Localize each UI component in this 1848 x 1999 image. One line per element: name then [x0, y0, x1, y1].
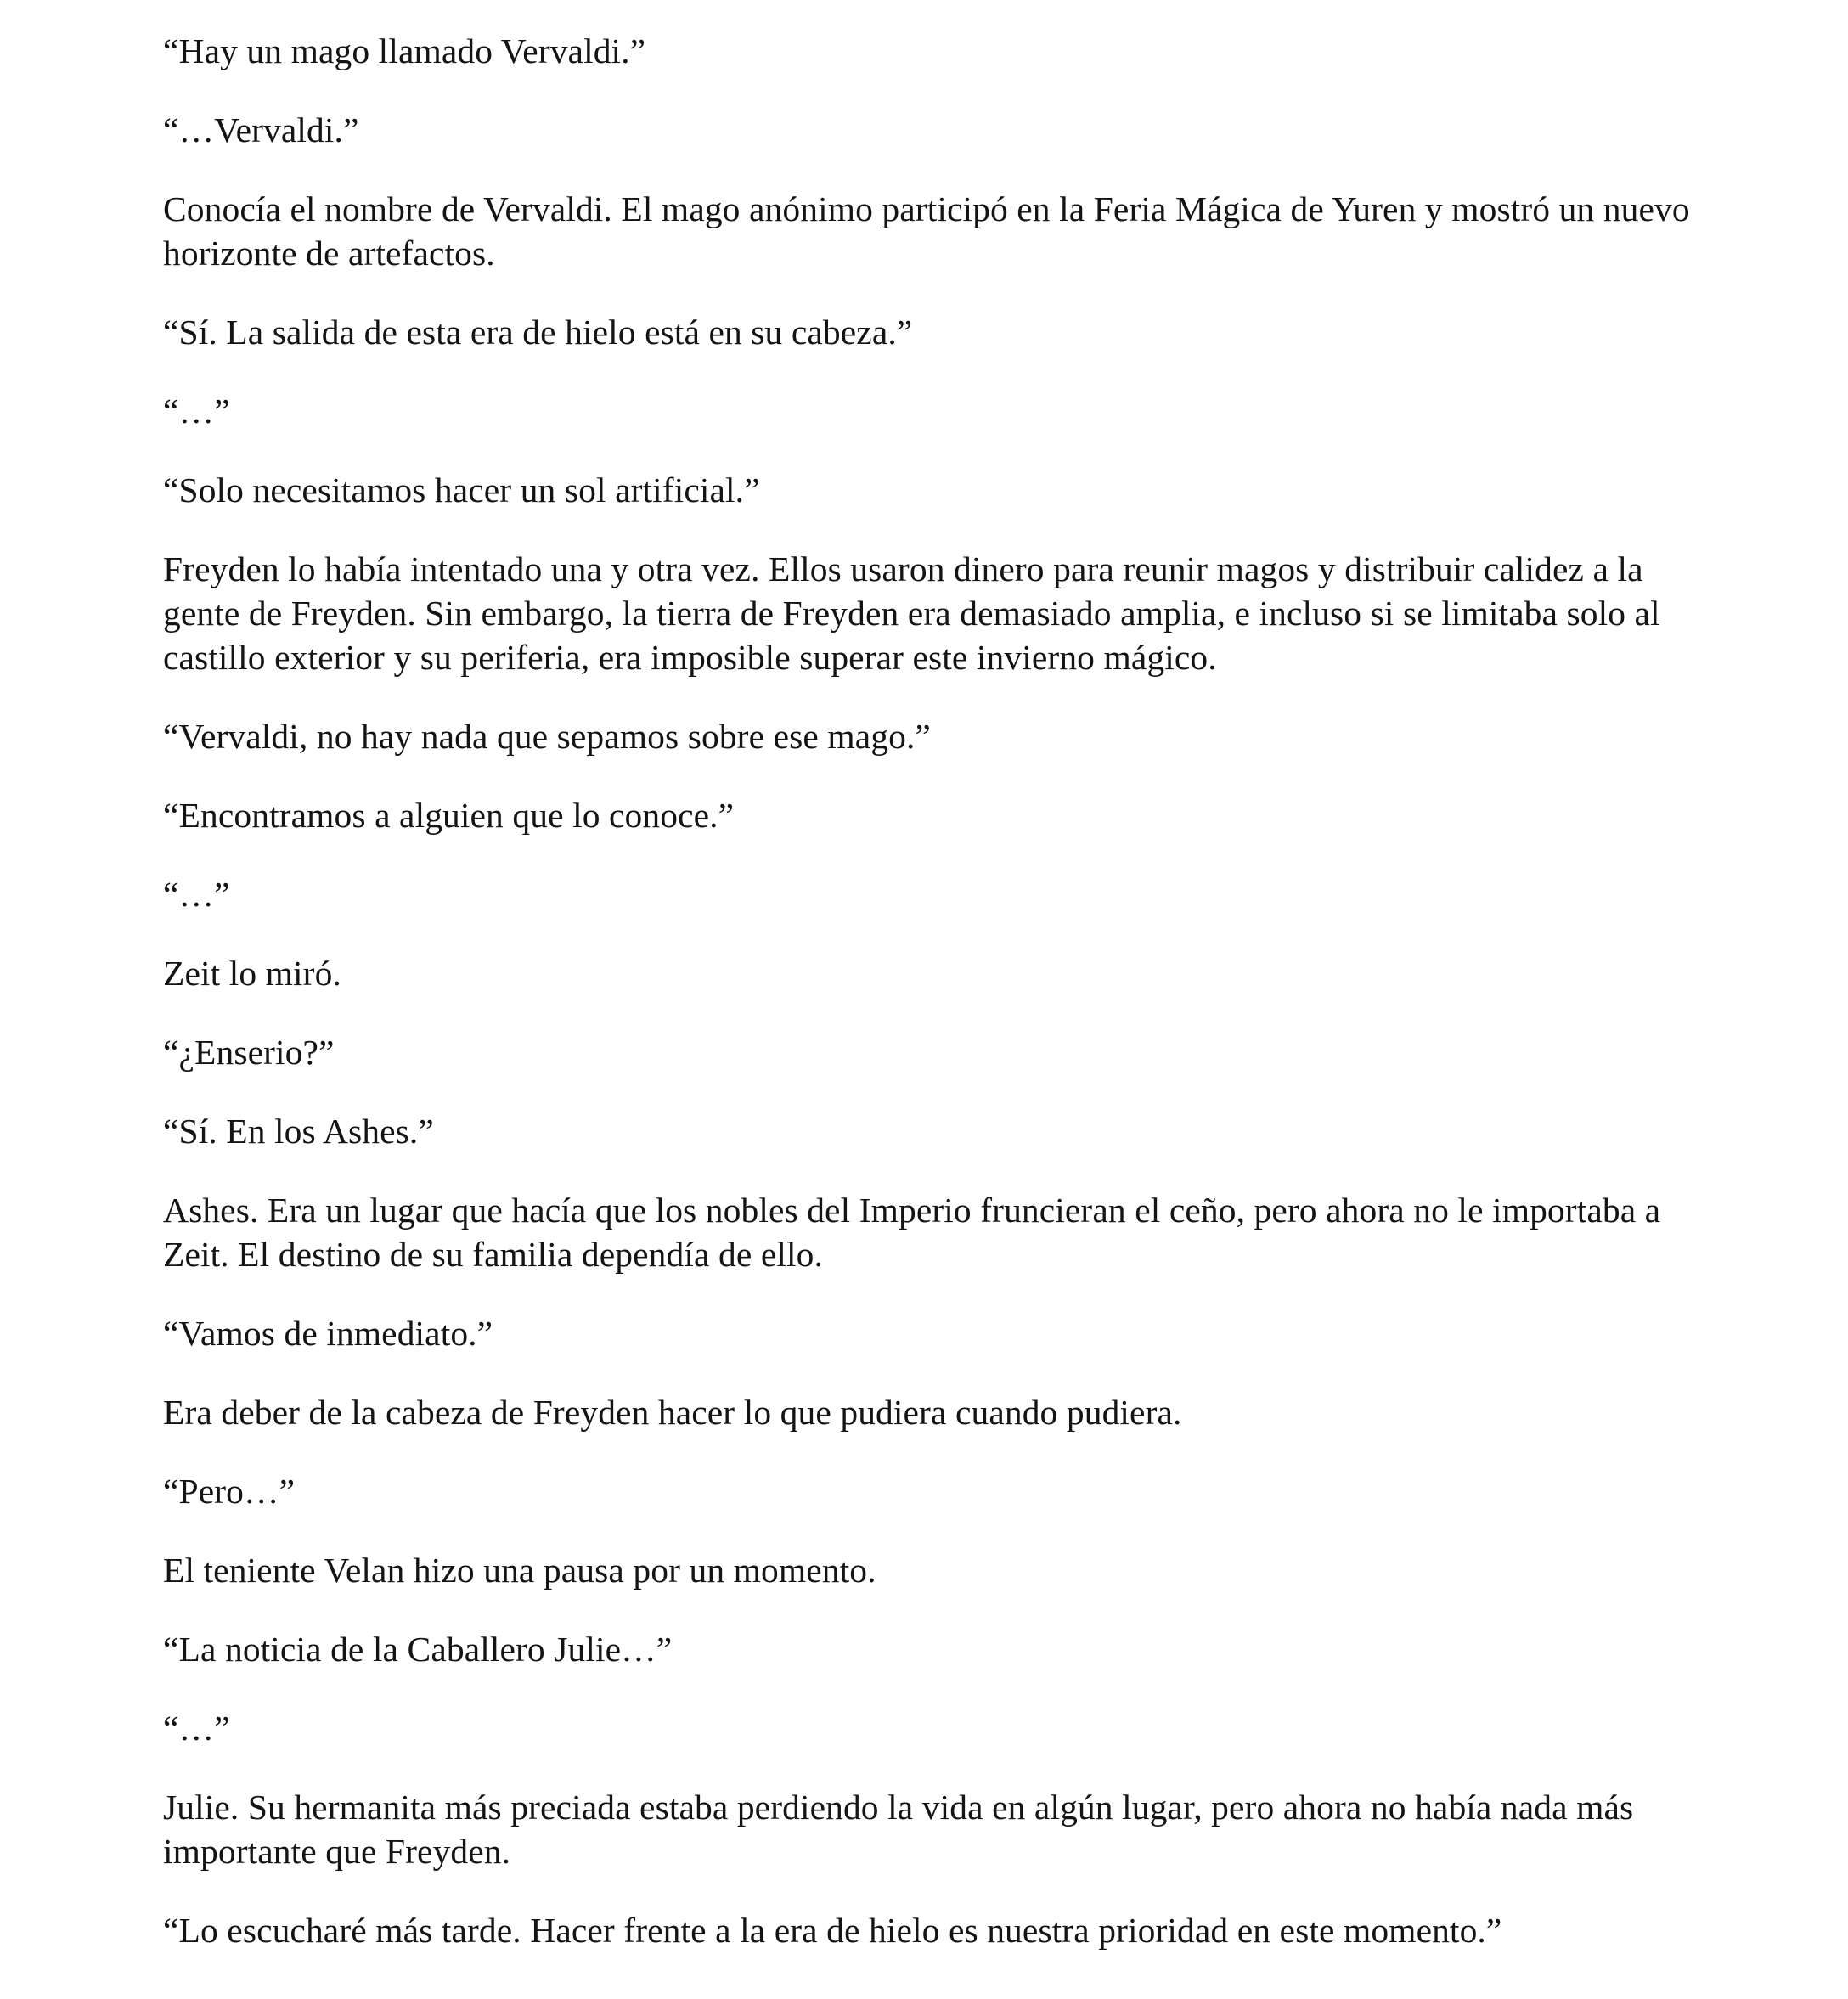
paragraph: Freyden lo había intentado una y otra vez. Ellos usaron dinero para reunir magos y distribuir calidez a la gente de Freyden. Sin embargo, la tierra de Freyden era demasiado amplia, e incluso si se limitaba solo al castillo exterior y su periferia, era imposible superar este invierno mágico. — [163, 549, 1660, 677]
paragraph: “¿Enserio?” — [163, 1033, 335, 1072]
paragraph: “La noticia de la Caballero Julie…” — [163, 1630, 673, 1669]
paragraph: “Solo necesitamos hacer un sol artificial.” — [163, 470, 760, 510]
paragraph: Zeit lo miró. — [163, 954, 341, 993]
document-page — [163, 29, 1692, 1987]
paragraph: El teniente Velan hizo una pausa por un momento. — [163, 1551, 876, 1590]
paragraph: “…” — [163, 391, 230, 431]
paragraph: “Vamos de inmediato.” — [163, 1314, 493, 1353]
paragraph: Era deber de la cabeza de Freyden hacer lo que pudiera cuando pudiera. — [163, 1393, 1182, 1432]
paragraph: Conocía el nombre de Vervaldi. El mago anónimo participó en la Feria Mágica de Yuren y mostró un nuevo horizonte de artefactos. — [163, 189, 1690, 273]
paragraph: Ashes. Era un lugar que hacía que los nobles del Imperio fruncieran el ceño, pero ahora no le importaba a Zeit. El destino de su familia dependía de ello. — [163, 1191, 1661, 1274]
paragraph: “Vervaldi, no hay nada que sepamos sobre ese mago.” — [163, 717, 931, 756]
paragraph: “Sí. En los Ashes.” — [163, 1112, 434, 1151]
paragraph: “Sí. La salida de esta era de hielo está en su cabeza.” — [163, 313, 913, 352]
paragraph: Julie. Su hermanita más preciada estaba perdiendo la vida en algún lugar, pero ahora no había nada más importante que Freyden. — [163, 1788, 1634, 1871]
paragraph: “Lo escucharé más tarde. Hacer frente a la era de hielo es nuestra prioridad en este momento.” — [163, 1911, 1502, 1950]
paragraph: “…” — [163, 1709, 230, 1748]
paragraph: “…Vervaldi.” — [163, 110, 359, 149]
paragraph: “…” — [163, 875, 230, 914]
paragraph: “Pero…” — [163, 1472, 296, 1511]
paragraph: “Encontramos a alguien que lo conoce.” — [163, 796, 735, 835]
paragraph: “Hay un mago llamado Vervaldi.” — [163, 31, 646, 70]
